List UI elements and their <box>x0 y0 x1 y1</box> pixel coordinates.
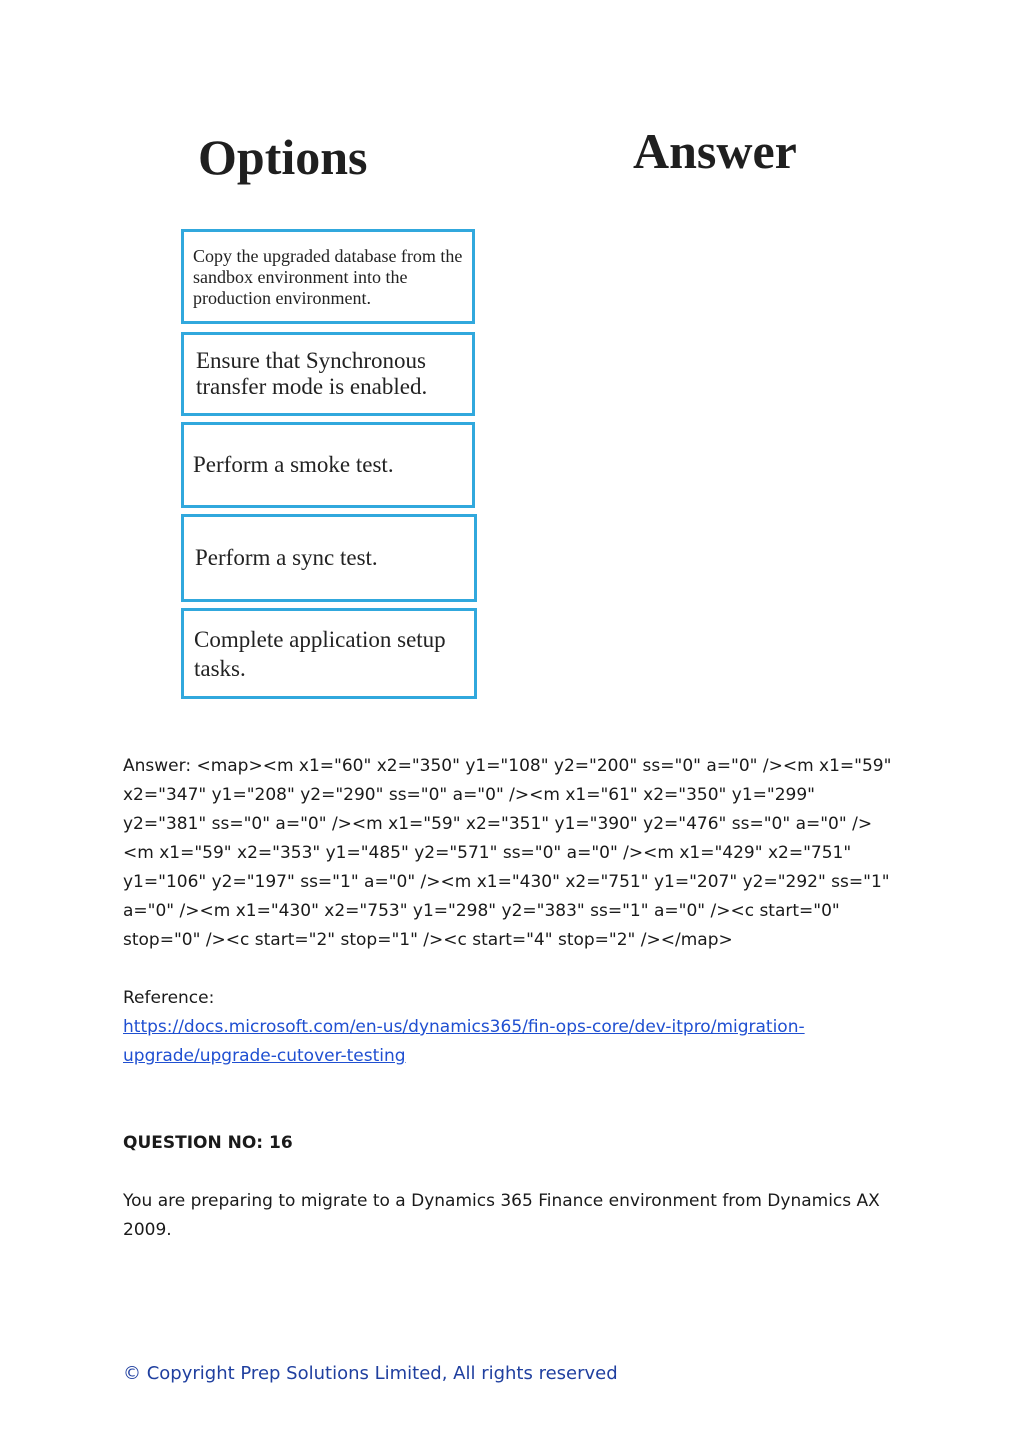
option-card[interactable] <box>181 332 475 416</box>
question-text: You are preparing to migrate to a Dynamics 365 Finance environment from Dynamics AX 2009. <box>123 1191 880 1240</box>
option-label: Complete application setup tasks. <box>194 626 446 681</box>
reference-link[interactable]: https://docs.microsoft.com/en-us/dynamics365/fin-ops-core/dev-itpro/migration-upgrade/upgrade-cutover-testing <box>123 1017 805 1066</box>
option-label: Ensure that Synchronous transfer mode is enabled. <box>196 348 428 399</box>
option-card[interactable] <box>181 608 477 699</box>
answer-map-text: Answer: <map><m x1="60" x2="350" y1="108" y2="200" ss="0" a="0" /><m x1="59" x2="347" y1="208" y2="290" ss="0" a="0" /><m x1="61" x2="350" y1="299" y2="381" ss="0" a="0" /><m x1="59" x2="351" y1="390" y2="476" ss="0" a="0" /><m x1="59" x2="353" y1="485" y2="571" ss="0" a="0" /><m x1="429" x2="751" y1="106" y2="197" ss="1" a="0" /><m x1="430" x2="751" y1="207" y2="292" ss="1" a="0" /><m x1="430" x2="753" y1="298" y2="383" ss="1" a="0" /><c start="0" stop="0" /><c start="2" stop="1" /><c start="4" stop="2" /></map> <box>123 756 892 950</box>
options-heading: Options <box>198 129 368 185</box>
option-label: Perform a smoke test. <box>193 452 394 477</box>
reference-label: Reference: <box>123 988 215 1008</box>
option-card[interactable] <box>181 422 475 508</box>
copyright-footer: © Copyright Prep Solutions Limited, All rights reserved <box>123 1363 618 1384</box>
option-label: Copy the upgraded database from the sandbox environment into the production environment. <box>193 246 463 308</box>
answer-heading: Answer <box>633 123 797 179</box>
option-card[interactable] <box>181 229 475 324</box>
question-heading: QUESTION NO: 16 <box>123 1133 293 1153</box>
option-card[interactable] <box>181 514 477 602</box>
option-label: Perform a sync test. <box>195 545 378 570</box>
